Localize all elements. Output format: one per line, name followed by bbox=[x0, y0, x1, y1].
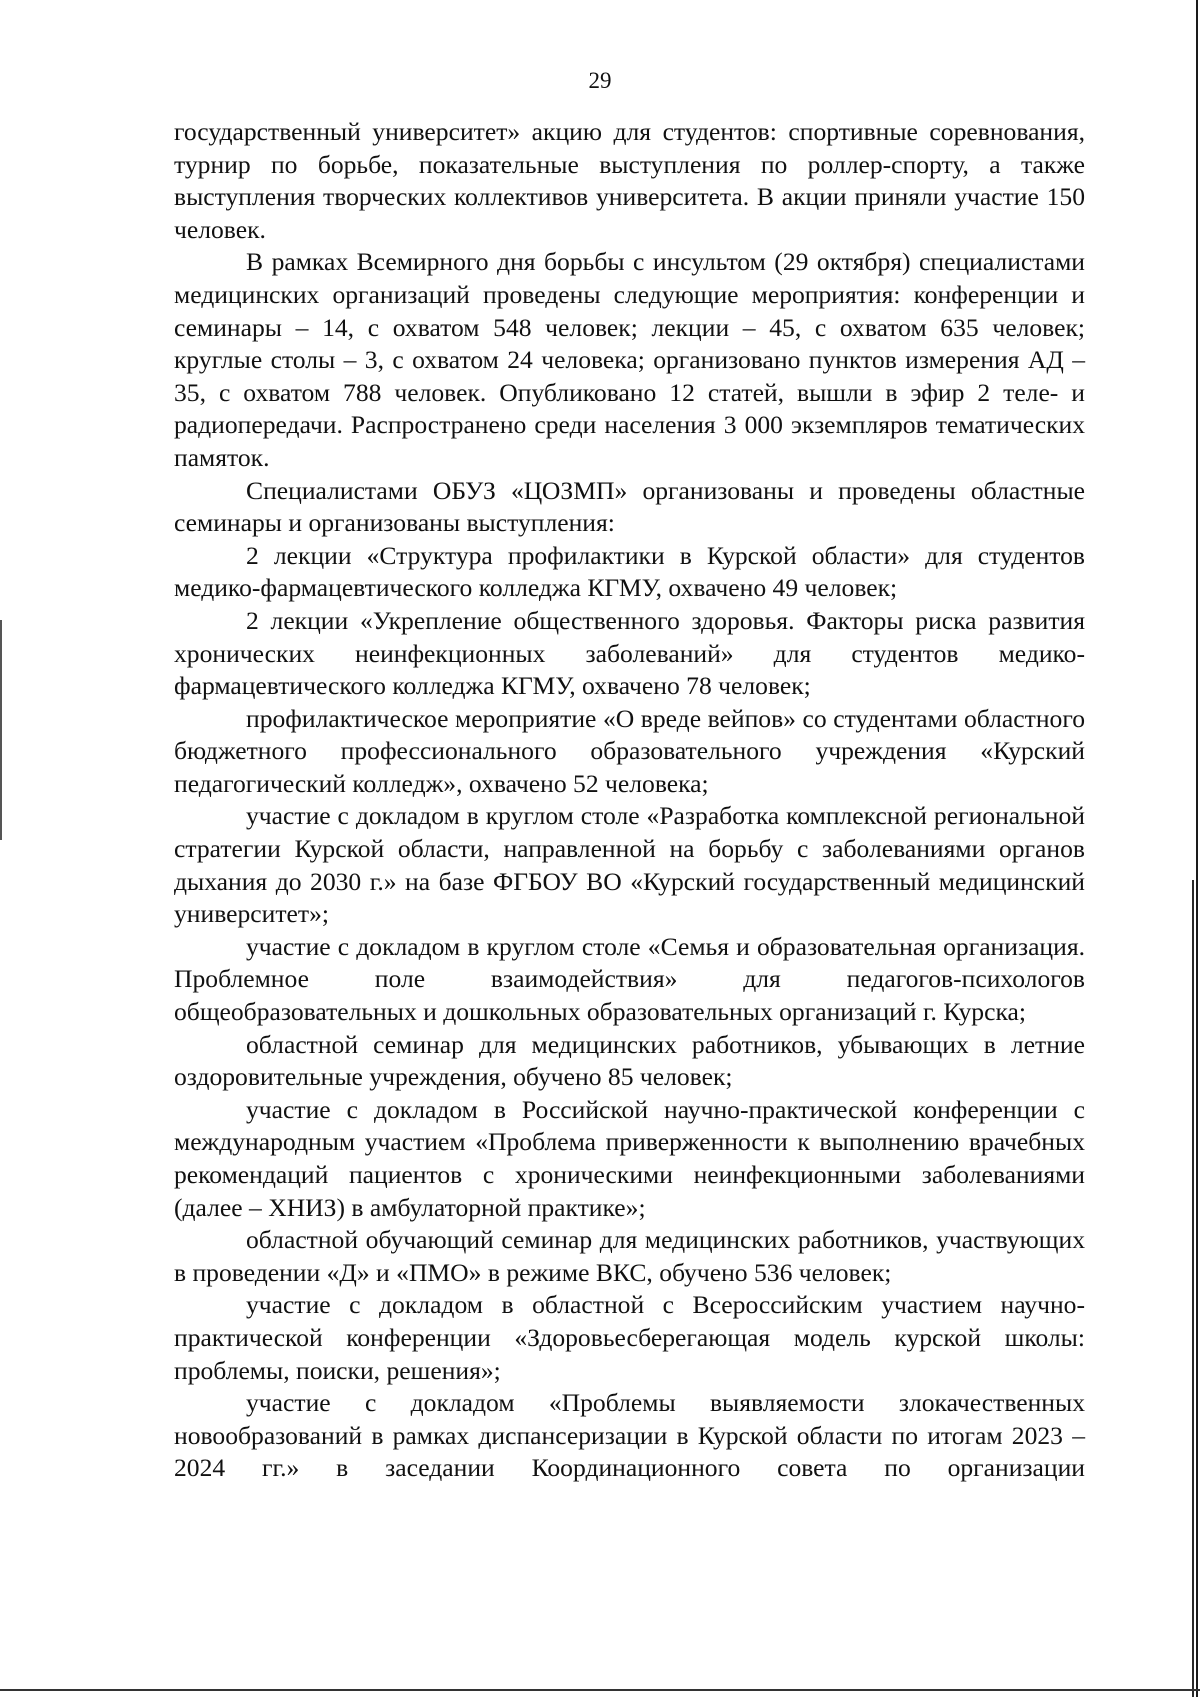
scan-edge-right bbox=[1196, 0, 1198, 1697]
list-item-seminar-vks: областной обучающий семинар для медицинских работников, участвующих в проведении «Д» и «ПМО» в режиме ВКС, обучено 536 человек; bbox=[174, 1225, 1085, 1287]
paragraph-stroke-day: В рамках Всемирного дня борьбы с инсультом (29 октября) специалистами медицинских организаций проведены следующие мероприятия: конференции и семинары – 14, с охватом 548 человек; лекции – 45, с охватом 635 человек; круглые столы – 3, с охватом 24 человека; организовано пунктов измерения АД – 35, с охватом 788 человек. Опубликовано 12 статей, вышли в эфир 2 теле- и радиопередачи. Распространено среди населения 3 000 экземпляров тематических памяток. bbox=[174, 247, 1085, 472]
document-body bbox=[174, 116, 1085, 1485]
list-item-lecture-structure: 2 лекции «Структура профилактики в Курской области» для студентов медико-фармацевтического колледжа КГМУ, охвачено 49 человек; bbox=[174, 540, 1085, 603]
paragraph-continuation: государственный университет» акцию для студентов: спортивные соревнования, турнир по борьбе, показательные выступления по роллер-спорту, а также выступления творческих коллективов университета. В акции приняли участие 150 человек. bbox=[174, 117, 1085, 244]
paragraph-cozmp-intro: Специалистами ОБУЗ «ЦОЗМП» организованы и проведены областные семинары и организованы выступления: bbox=[174, 475, 1085, 538]
list-item-roundtable-respiratory: участие с докладом в круглом столе «Разработка комплексной региональной стратегии Курской области, направленной на борьбу с заболеваниями органов дыхания до 2030 г.» на базе ФГБОУ ВО «Курский государственный медицинский университет»; bbox=[174, 801, 1085, 929]
list-item-vapes-event: профилактическое мероприятие «О вреде вейпов» со студентами областного бюджетного профессионального образовательного учреждения «Курский педагогический колледж», охвачено 52 человека; bbox=[174, 703, 1085, 798]
list-item-conference-adherence: участие с докладом в Российской научно-практической конференции с международным участием «Проблема приверженности к выполнению врачебных рекомендаций пациентов с хроническими неинфекционными заболеваниями (далее – ХНИЗ) в амбулаторной практике»; bbox=[174, 1094, 1085, 1222]
list-item-lecture-health: 2 лекции «Укрепление общественного здоровья. Факторы риска развития хронических неинфекционных заболеваний» для студентов медико-фармацевтического колледжа КГМУ, охвачено 78 человек; bbox=[174, 605, 1085, 701]
page-number: 29 bbox=[588, 68, 612, 93]
scan-edge-right-lower bbox=[1192, 880, 1194, 1697]
list-item-report-oncology: участие с докладом «Проблемы выявляемости злокачественных новообразований в рамках диспансеризации в Курской области по итогам 2023 – 2024 гг.» в заседании Координационного совета по организации bbox=[174, 1388, 1085, 1483]
list-item-seminar-summer: областной семинар для медицинских работников, убывающих в летние оздоровительные учреждения, обучено 85 человек; bbox=[174, 1029, 1085, 1092]
list-item-roundtable-family: участие с докладом в круглом столе «Семья и образовательная организация. Проблемное поле взаимодействия» для педагогов-психологов общеобразовательных и дошкольных образовательных организаций г. Курска; bbox=[174, 931, 1085, 1027]
list-item-conference-school: участие с докладом в областной с Всероссийским участием научно-практической конференции «Здоровьесберегающая модель курской школы: проблемы, поиски, решения»; bbox=[174, 1290, 1085, 1385]
scan-edge-bottom bbox=[0, 1689, 1200, 1691]
scan-mark-left bbox=[0, 620, 2, 840]
